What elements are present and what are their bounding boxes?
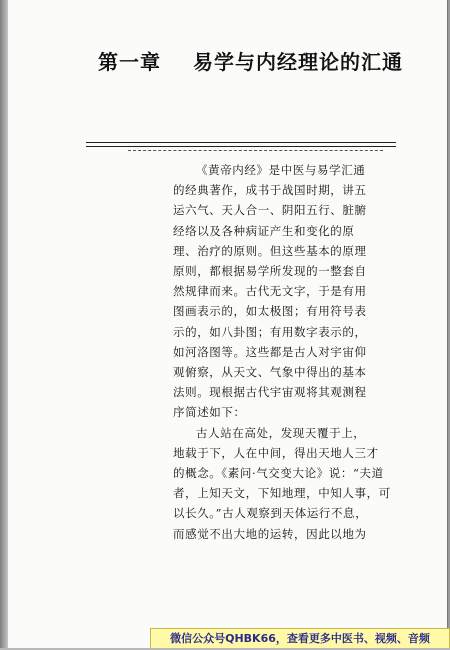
paragraph-line: 法则。现根据古代宇宙观将其观测程: [173, 385, 367, 400]
heading-rule-dashed: [128, 150, 383, 151]
chapter-body: [173, 160, 401, 544]
heading-rule-middle: [86, 146, 396, 147]
heading-rule-top: [86, 142, 396, 143]
paragraph-line: 如河洛图等。这些都是古人对宇宙仰: [173, 344, 367, 359]
paragraph-line: 的概念。《素问·气交变大论》说：“夫道: [173, 466, 384, 481]
paragraph-line: 原则，都根据易学所发现的一整套自: [173, 264, 367, 279]
paragraph-line: 者，上知天文，下知地理，中知人事，可: [173, 486, 391, 501]
chapter-title-text: 易学与内经理论的汇通: [192, 50, 403, 74]
page-edge-shadow: [0, 0, 8, 650]
paragraph-line: 示的，如八卦图；有用数字表示的，: [173, 324, 367, 339]
paragraph-line: 然规律而来。古代无文字，于是有用: [173, 284, 367, 299]
paragraph-line: 古人站在高处，发现天覆于上，: [196, 425, 366, 440]
chapter-heading: [98, 46, 403, 75]
paragraph-line: 经络以及各种病证产生和变化的原: [173, 223, 355, 238]
paragraph-line: 序简述如下：: [173, 405, 246, 420]
paragraph-line: 《黄帝内经》是中医与易学汇通: [196, 163, 366, 177]
paragraph-line: 的经典著作，成书于战国时期，讲五: [173, 183, 367, 198]
paragraph-line: 图画表示的，如太极图；有用符号表: [173, 304, 367, 319]
paragraph: [173, 423, 401, 544]
paragraph-line: 理、治疗的原则。但这些基本的原理: [173, 243, 367, 258]
paragraph-line: 运六气、天人合一、阴阳五行、脏腑: [173, 203, 367, 218]
chapter-number: 第一章: [98, 50, 161, 74]
paragraph: [173, 160, 401, 423]
wechat-promo-banner: 微信公众号QHBK66，查看更多中医书、视频、音频: [150, 628, 450, 649]
paragraph-line: 而感觉不出大地的运转，因此以地为: [173, 526, 367, 541]
paragraph-line: 观俯察，从天文、气象中得出的基本: [173, 365, 367, 380]
document-page: [8, 0, 448, 650]
paragraph-line: 地载于下，人在中间，得出天地人三才: [173, 445, 379, 460]
paragraph-line: 以长久。”古人观察到天体运行不息，: [173, 506, 368, 521]
